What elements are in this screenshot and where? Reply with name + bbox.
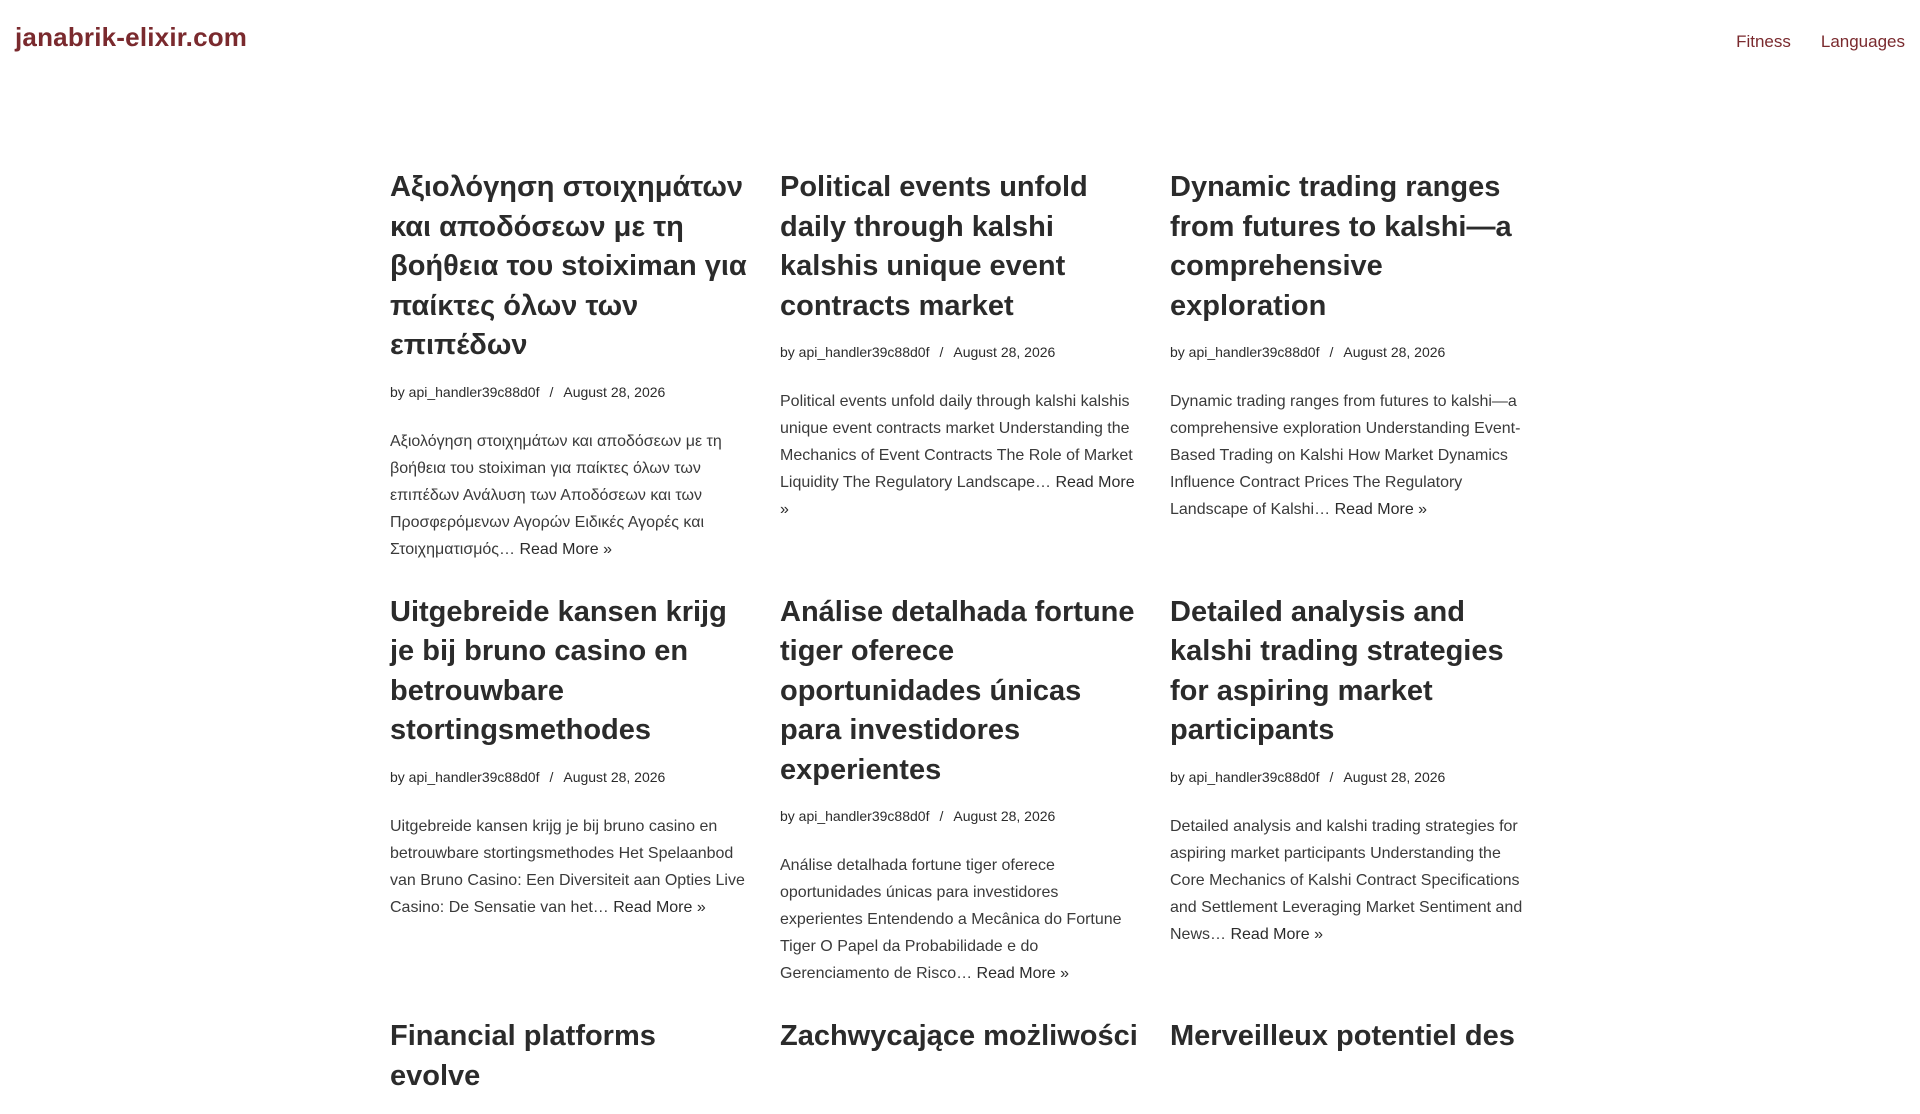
post-date[interactable]: August 28, 2026 [1343,344,1446,360]
post-card [1170,1017,1530,1114]
post-author[interactable]: by api_handler39c88d0f [780,808,930,824]
read-more-link[interactable]: Read More » [780,474,1135,518]
nav-item-languages[interactable]: Languages [1820,32,1905,51]
post-excerpt [390,813,750,921]
post-title[interactable]: Merveilleux potentiel des [1170,1020,1515,1052]
post-excerpt [1170,813,1530,948]
post-excerpt [1170,388,1530,523]
post-excerpt-text: Detailed analysis and kalshi trading strategies for aspiring market participants Understanding the Core Mechanics of Kalshi Contract Specifications and Settlement Leveraging Market Sentiment and News… [1170,817,1523,943]
post-card [780,1017,1140,1114]
read-more-link[interactable]: Read More » [613,898,706,916]
post-date[interactable]: August 28, 2026 [563,383,666,400]
post-title[interactable]: Zachwycające możliwości [780,1020,1138,1052]
meta-separator: / [549,768,554,785]
post-title[interactable]: Political events unfold daily through kalshi kalshis unique event contracts market [780,171,1088,322]
post-title[interactable]: Análise detalhada fortune tiger oferece oportunidades únicas para investidores experientes [780,595,1135,786]
post-author[interactable]: by api_handler39c88d0f [780,344,930,360]
nav-item-fitness[interactable]: Fitness [1736,32,1791,51]
post-meta [1170,344,1530,360]
read-more-link[interactable]: Read More » [976,965,1070,982]
post-card [1170,168,1530,563]
post-excerpt-text: Political events unfold daily through kalshi kalshis unique event contracts market Understanding the Mechanics of Event Contracts The Role of Market Liquidity The Regulatory Landscape… [780,393,1133,491]
post-excerpt [780,388,1140,523]
meta-separator: / [939,344,944,360]
post-card [780,168,1140,563]
post-card [1170,593,1530,988]
meta-separator: / [939,808,944,824]
post-title[interactable]: Αξιολόγηση στοιχημάτων και αποδόσεων με τη βοήθεια του stoiximan για παίκτες όλων των επιπέδων [390,171,747,361]
post-date[interactable]: August 28, 2026 [953,808,1056,824]
posts-grid [390,168,1530,1114]
post-excerpt-text: Uitgebreide kansen krijg je bij bruno casino en betrouwbare stortingsmethodes Het Spelaanbod van Bruno Casino: Een Diversiteit aan Opties Live Casino: De Sensatie van het… [390,817,745,916]
post-title[interactable]: Detailed analysis and kalshi trading strategies for aspiring market participants [1170,595,1504,746]
meta-separator: / [1329,344,1334,360]
meta-separator: / [549,383,554,400]
site-title-link[interactable]: janabrik-elixir.com [15,22,248,52]
read-more-link[interactable]: Read More » [1334,501,1428,518]
post-excerpt [390,428,750,563]
post-excerpt-text: Análise detalhada fortune tiger oferece oportunidades únicas para investidores experientes Entendendo a Mecânica do Fortune Tiger O Papel da Probabilidade e do Gerenciamento de Risco… [780,857,1122,982]
post-meta [780,808,1140,824]
post-excerpt-text: Αξιολόγηση στοιχημάτων και αποδόσεων με τη βοήθεια του stoiximan για παίκτες όλων των επιπέδων Ανάλυση των Αποδόσεων και των Προσφερόμενων Αγορών Ειδικές Αγορές και Στοιχηματισμός… [390,432,722,558]
post-card [390,593,750,988]
post-meta [390,769,750,785]
post-date[interactable]: August 28, 2026 [953,344,1056,360]
post-excerpt-text: Dynamic trading ranges from futures to kalshi—a comprehensive exploration Understanding Event-Based Trading on Kalshi How Market Dynamics Influence Contract Prices The Regulatory Landscape of Kalshi… [1170,393,1521,518]
post-title[interactable]: Uitgebreide kansen krijg je bij bruno casino en betrouwbare stortingsmethodes [390,595,727,746]
primary-nav [1736,32,1905,52]
post-card [390,168,750,563]
post-title[interactable]: Financial platforms evolve [390,1020,656,1092]
post-date[interactable]: August 28, 2026 [563,768,666,785]
post-meta [1170,769,1530,785]
post-author[interactable]: by api_handler39c88d0f [1170,768,1320,785]
read-more-link[interactable]: Read More » [1230,925,1323,943]
post-meta [780,344,1140,360]
site-header [0,0,1920,80]
post-card [780,593,1140,988]
post-author[interactable]: by api_handler39c88d0f [390,768,540,785]
read-more-link[interactable]: Read More » [519,540,612,558]
post-author[interactable]: by api_handler39c88d0f [1170,344,1320,360]
post-date[interactable]: August 28, 2026 [1343,768,1446,785]
meta-separator: / [1329,768,1334,785]
post-author[interactable]: by api_handler39c88d0f [390,383,540,400]
post-title[interactable]: Dynamic trading ranges from futures to kalshi—a comprehensive exploration [1170,171,1512,322]
post-meta [390,384,750,400]
post-excerpt [780,852,1140,987]
post-card [390,1017,750,1114]
